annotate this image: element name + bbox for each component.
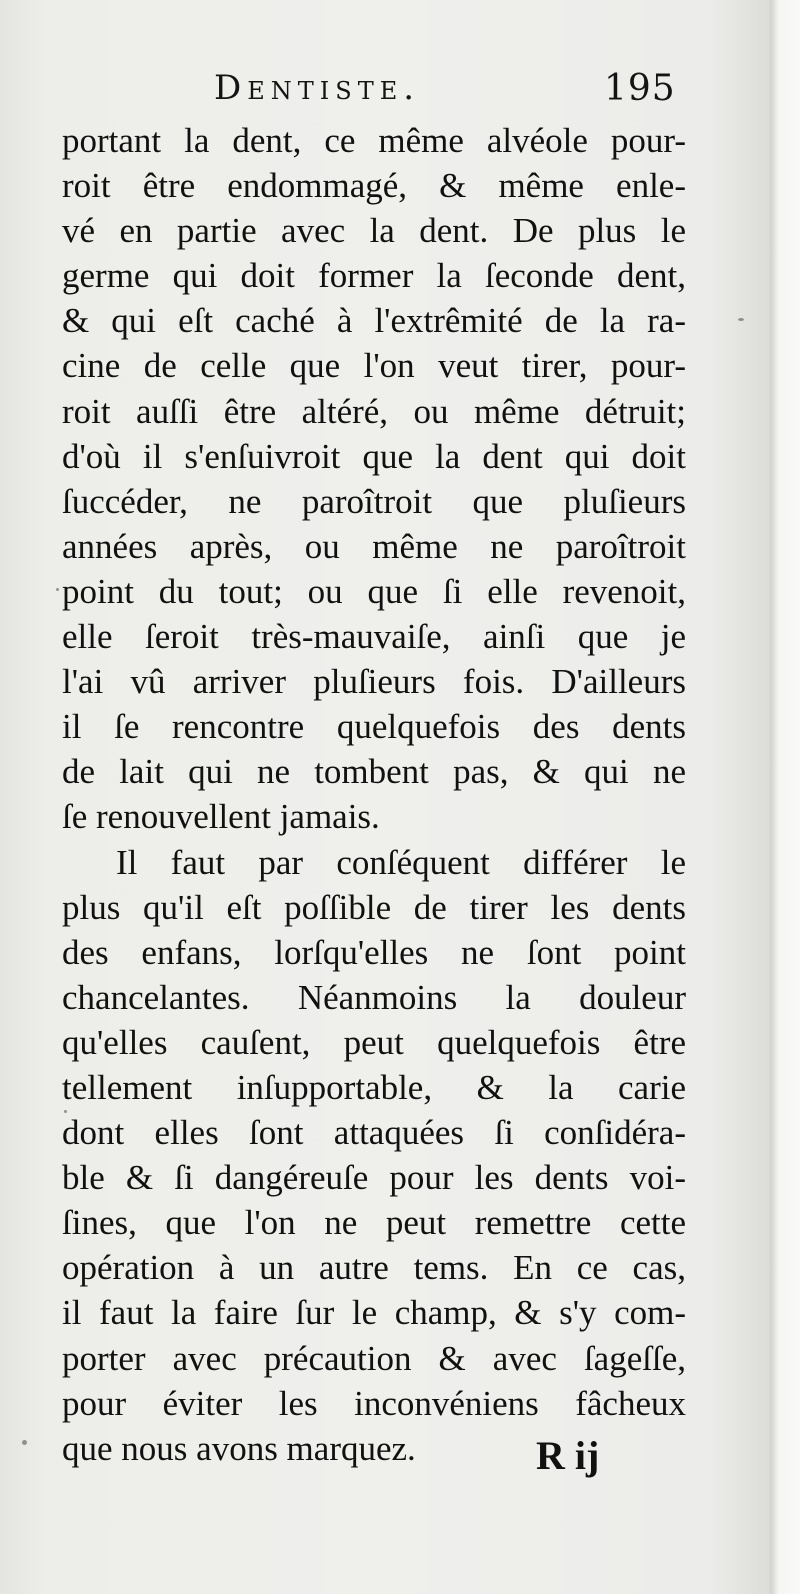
page-number: 195 (604, 68, 676, 109)
paper-speck (22, 1440, 27, 1445)
body-text (62, 118, 686, 1471)
text-line: dont elles ſont attaquées ſi conſidéra- (62, 1113, 686, 1153)
text-line: elle ſeroit très-mauvaiſe, ainſi que je (62, 617, 686, 657)
text-line: ſuccéder, ne paroîtroit que pluſieurs (62, 481, 686, 521)
text-line: il ſe rencontre quelquefois des dents (62, 707, 686, 747)
text-line: de lait qui ne tombent pas, & qui ne (62, 752, 686, 792)
text-line: chancelantes. Néanmoins la douleur (62, 977, 686, 1017)
text-line: Il faut par conſéquent différer le (116, 842, 686, 882)
text-line: pour éviter les inconvéniens fâcheux (62, 1383, 686, 1423)
text-line: roit auſſi être altéré, ou même détruit; (62, 391, 686, 431)
paper-speck (56, 588, 59, 591)
text-line: point du tout; ou que ſi elle revenoit, (62, 571, 686, 611)
text-line: & qui eſt caché à l'extrêmité de la ra- (62, 301, 686, 341)
text-line: ſe renouvellent jamais. (62, 797, 380, 837)
text-line: que nous avons marquez. (62, 1428, 416, 1468)
running-head-title: Dentiste. (214, 68, 421, 108)
text-line: cine de celle que l'on veut tirer, pour- (62, 346, 686, 386)
text-line: germe qui doit former la ſeconde dent, (62, 256, 686, 296)
paper-speck (64, 1110, 67, 1113)
signature-mark: R ij (536, 1433, 600, 1478)
text-line: ble & ſi dangéreuſe pour les dents voi- (62, 1158, 686, 1198)
text-line: d'où il s'enſuivroit que la dent qui doit (62, 436, 686, 476)
text-line: porter avec précaution & avec ſageſſe, (62, 1338, 686, 1378)
text-line: opération à un autre tems. En ce cas, (62, 1248, 686, 1288)
text-line: ſines, que l'on ne peut remettre cette (62, 1203, 686, 1243)
paper-speck (738, 318, 744, 321)
text-line: il faut la faire ſur le champ, & s'y com- (62, 1293, 686, 1333)
text-line: années après, ou même ne paroîtroit (62, 526, 686, 566)
text-line: des enfans, lorſqu'elles ne ſont point (62, 932, 686, 972)
text-line: l'ai vû arriver pluſieurs fois. D'ailleurs (62, 662, 686, 702)
text-line: plus qu'il eſt poſſible de tirer les dents (62, 887, 686, 927)
page-gutter (770, 0, 800, 1594)
text-line: portant la dent, ce même alvéole pour- (62, 121, 686, 160)
text-line: vé en partie avec la dent. De plus le (62, 211, 686, 251)
text-line: qu'elles cauſent, peut quelquefois être (62, 1022, 686, 1062)
running-head (0, 68, 770, 118)
text-line: tellement inſupportable, & la carie (62, 1067, 686, 1107)
text-line: roit être endommagé, & même enle- (62, 166, 686, 206)
